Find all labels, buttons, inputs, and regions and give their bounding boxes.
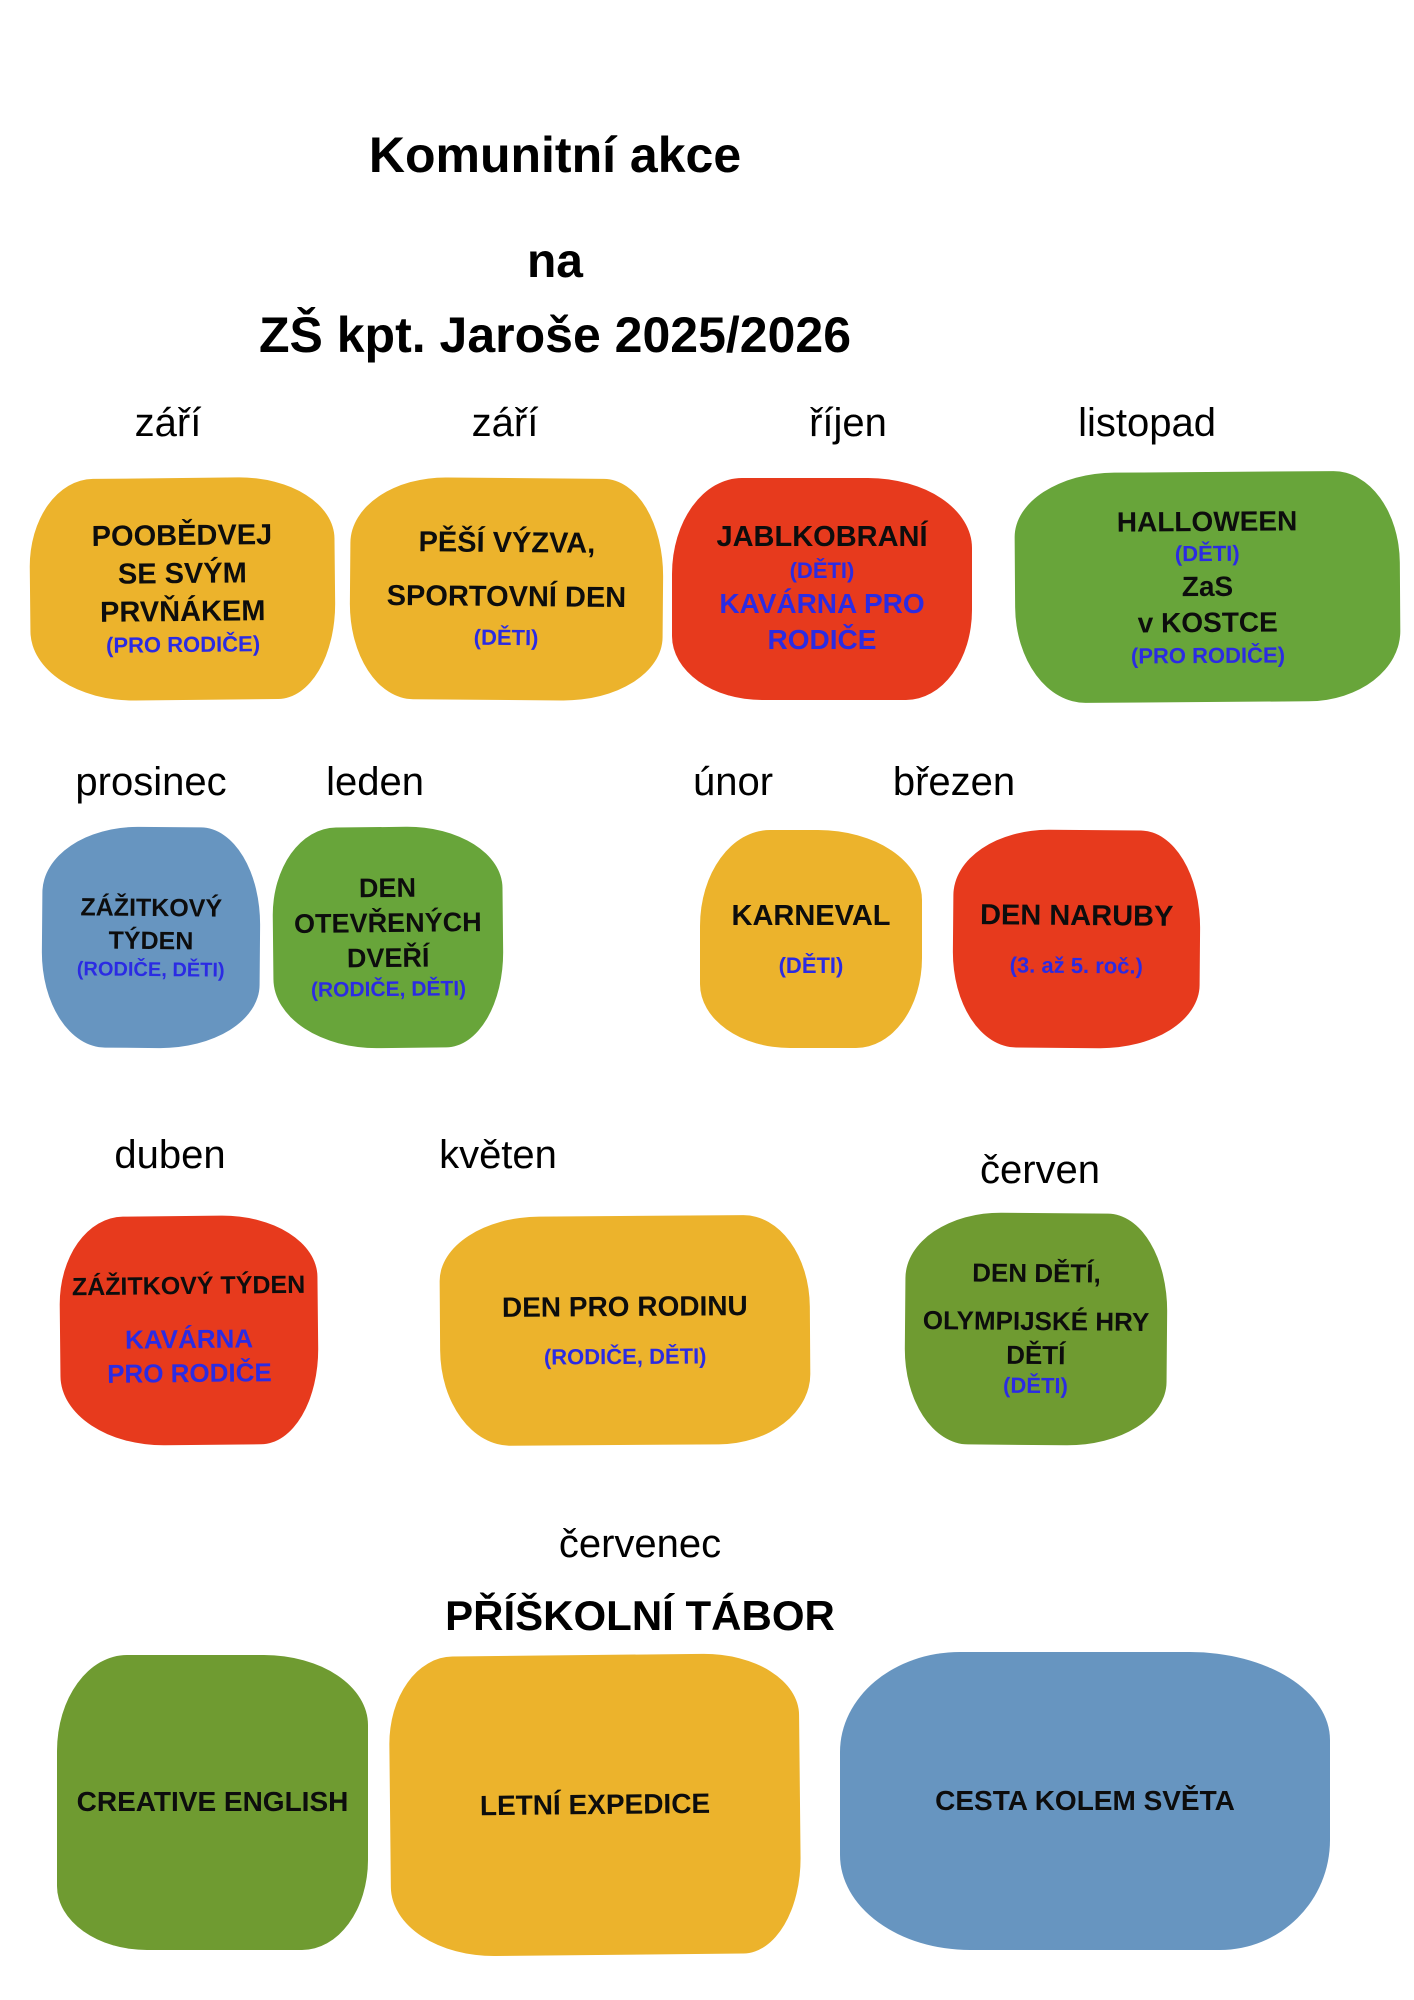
event-line: v KOSTCE <box>1137 606 1278 639</box>
month-label-june: červen <box>979 1148 1101 1192</box>
event-card-den-naruby <box>952 829 1201 1049</box>
audience-label: (PRO RODIČE) <box>105 631 261 659</box>
event-line: RODIČE <box>767 624 877 656</box>
month-label-january: leden <box>326 760 424 804</box>
month-label-october: říjen <box>809 401 887 445</box>
audience-label: (DĚTI) <box>473 625 539 651</box>
event-line: CREATIVE ENGLISH <box>76 1786 349 1818</box>
event-card-pesi-vyzva-sportovni-den <box>349 477 664 702</box>
audience-label: (RODIČE, DĚTI) <box>76 958 225 982</box>
month-label-may: květen <box>439 1133 557 1177</box>
month-label-july: červenec <box>558 1522 722 1566</box>
event-card-den-deti-olympijske-hry <box>904 1212 1168 1446</box>
event-card-den-otevrenych-dveri <box>272 826 504 1049</box>
event-line: DEN PRO RODINU <box>501 1290 748 1323</box>
summer-camp-heading: PŘÍŠKOLNÍ TÁBOR <box>445 1592 835 1639</box>
month-label-november: listopad <box>1078 401 1216 445</box>
event-card-poobedvej-se-svym-prvnakem <box>29 476 336 701</box>
audience-label: (PRO RODIČE) <box>1130 642 1286 669</box>
audience-label: (DĚTI) <box>1174 540 1240 567</box>
event-card-den-pro-rodinu <box>439 1215 811 1447</box>
event-line: OTEVŘENÝCH <box>293 907 482 940</box>
audience-label: (DĚTI) <box>1003 1373 1068 1399</box>
page-title-connector: na <box>526 235 583 288</box>
event-line: JABLKOBRANÍ <box>716 521 928 554</box>
event-card-zazitkovy-tyden-april <box>59 1215 319 1447</box>
event-line: DVEŘÍ <box>346 942 430 974</box>
event-line: HALLOWEEN <box>1116 505 1298 538</box>
event-line: PRO RODIČE <box>106 1356 272 1389</box>
event-line: POOBĚDVEJ <box>91 519 273 554</box>
event-line: ZaS <box>1181 570 1234 602</box>
event-line: ZÁŽITKOVÝ <box>80 893 223 923</box>
event-line: KAVÁRNA <box>124 1323 254 1355</box>
event-line: KAVÁRNA PRO <box>719 587 925 619</box>
month-label-march: březen <box>892 760 1016 804</box>
event-card-cesta-kolem-sveta <box>840 1652 1330 1950</box>
event-line: DEN DĚTÍ, <box>972 1257 1101 1289</box>
event-line: DEN NARUBY <box>979 899 1174 933</box>
audience-label: (3. až 5. roč.) <box>1009 951 1144 979</box>
event-line: PĚŠÍ VÝZVA, <box>418 526 596 560</box>
month-label-september-1: září <box>134 401 202 445</box>
month-label-april: duben <box>114 1133 226 1177</box>
event-line: SE SVÝM <box>117 557 247 591</box>
audience-label: (DĚTI) <box>778 952 844 978</box>
event-line: KARNEVAL <box>731 899 891 932</box>
event-line: DEN <box>358 872 417 904</box>
event-line: OLYMPIJSKÉ HRY <box>922 1304 1150 1337</box>
event-line: PRVŇÁKEM <box>99 594 266 629</box>
audience-label: (RODIČE, DĚTI) <box>543 1343 707 1370</box>
month-label-february: únor <box>692 760 774 804</box>
event-card-jablkobrani <box>672 478 972 700</box>
event-card-halloween-zas-v-kostce <box>1014 471 1401 704</box>
event-line: CESTA KOLEM SVĚTA <box>935 1784 1235 1816</box>
audience-label: (RODIČE, DĚTI) <box>310 977 467 1003</box>
event-card-zazitkovy-tyden-december <box>41 826 261 1049</box>
event-card-karneval <box>700 830 922 1048</box>
event-line: SPORTOVNÍ DEN <box>386 579 627 614</box>
event-card-creative-english <box>57 1655 368 1950</box>
event-line: DĚTÍ <box>1006 1339 1066 1370</box>
month-label-december: prosinec <box>75 760 227 804</box>
month-label-september-2: září <box>471 401 539 445</box>
audience-label: (DĚTI) <box>789 558 855 584</box>
event-card-letni-expedice <box>388 1653 801 1957</box>
event-line: TÝDEN <box>108 926 194 955</box>
school-name-title: ZŠ kpt. Jaroše 2025/2026 <box>258 307 852 363</box>
page-title: Komunitní akce <box>368 127 742 183</box>
event-line: LETNÍ EXPEDICE <box>479 1787 711 1822</box>
event-line: ZÁŽITKOVÝ TÝDEN <box>71 1271 306 1302</box>
